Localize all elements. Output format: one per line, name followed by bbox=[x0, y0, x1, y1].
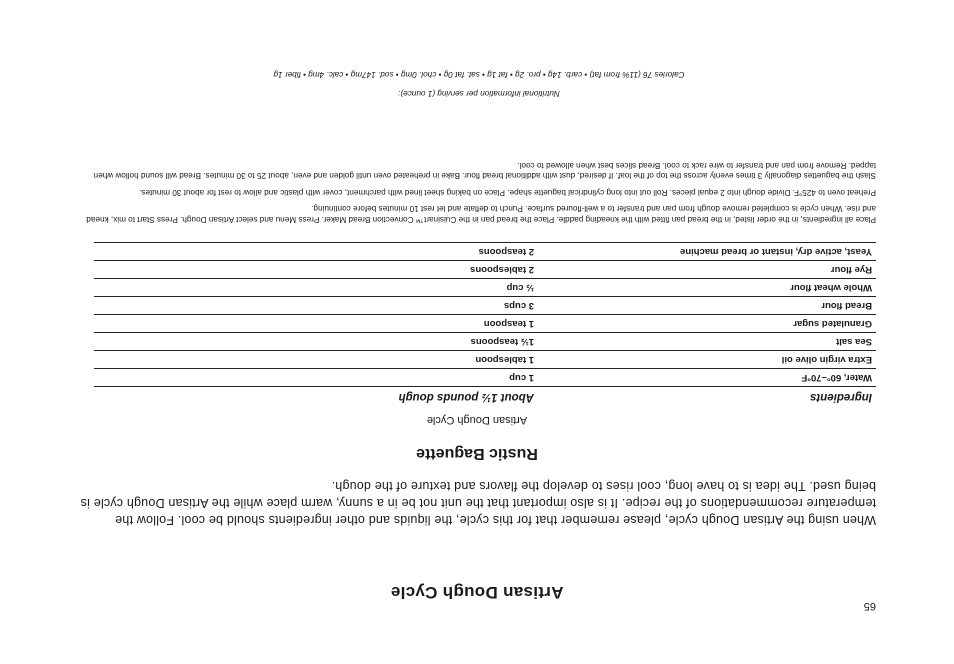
intro-text: When using the Artisan Dough cycle, please remember that for this cycle, the liquids and other ingredients should be cool. Follow the temperature recommendations of the recipe. It is also important that the unit not be in a sunny, warm place while the Artisan Dough cycle is being used. The idea is to have long, cool rises to develop the flavors and texture of the dough. bbox=[80, 479, 876, 527]
table-row bbox=[94, 243, 876, 261]
ingredient-amount: 1 teaspoon bbox=[94, 315, 538, 333]
ingredient-amount: ½ cup bbox=[94, 279, 538, 297]
ingredient-name: Water, 60°–70°F bbox=[538, 369, 876, 387]
ingredient-name: Bread flour bbox=[538, 297, 876, 315]
table-row bbox=[94, 351, 876, 369]
nutrition-values: Calories 76 (11% from fat) • carb. 14g • pro. 2g • fat 1g • sat. fat 0g • chol. 0mg • sod. 147mg • calc. 4mg • fiber 1g bbox=[273, 70, 685, 79]
ingredient-amount: 2 tablespoons bbox=[94, 261, 538, 279]
ingredient-amount: 1 tablespoon bbox=[94, 351, 538, 369]
ingredient-name: Granulated sugar bbox=[538, 315, 876, 333]
table-row bbox=[94, 369, 876, 387]
ingredient-name: Whole wheat flour bbox=[538, 279, 876, 297]
nutrition-heading: Nutritional information per serving (1 ounce): bbox=[398, 89, 560, 98]
ingredient-name: Extra virgin olive oil bbox=[538, 351, 876, 369]
yield-header: About 1½ pounds dough bbox=[398, 391, 534, 403]
ingredient-name: Sea salt bbox=[538, 333, 876, 351]
ingredients-table bbox=[94, 242, 876, 405]
table-row bbox=[94, 261, 876, 279]
ingredient-amount: 1½ teaspoons bbox=[94, 333, 538, 351]
ingredient-name: Rye flour bbox=[538, 261, 876, 279]
table-row bbox=[94, 279, 876, 297]
instruction-step: Place all ingredients, in the order listed, in the bread pan fitted with the kneading paddle. Place the bread pan in the Cuisinart™ Convection Bread Maker. Press Menu and select Artisan Dough. Press Start to mix, knead and rise. When cycle is completed remove dough from pan and transfer to a well-floured surface. Punch to deflate and let rest 10 minutes before continuing. bbox=[86, 204, 876, 224]
table-row bbox=[94, 297, 876, 315]
ingredient-amount: 2 teaspoons bbox=[94, 243, 538, 261]
table-row bbox=[94, 315, 876, 333]
cycle-name: Artisan Dough Cycle bbox=[426, 414, 528, 426]
ingredient-amount: 1 cup bbox=[94, 369, 538, 387]
intro-paragraph bbox=[76, 477, 876, 528]
page-number: 65 bbox=[863, 600, 876, 612]
section-title: Artisan Dough Cycle bbox=[390, 583, 564, 602]
instruction-step: Preheat oven to 425°F. Divide dough into 2 equal pieces. Roll out into long cylindrical baguette shape. Place on baking sheet lined with parchment, cover with plastic and allow to rest for about 30 minutes. bbox=[139, 187, 876, 197]
ingredients-header: Ingredients bbox=[810, 391, 872, 403]
instruction-step: Slash the baguettes diagonally 3 times evenly across the top of the loaf. If desired, dust with additional bread flour. Bake in preheated oven until golden and even, about 25 to 30 minutes. Bread will sound hollow when tapped. Remove from pan and transfer to wire rack to cool. Bread slices best when allowed to cool. bbox=[93, 160, 876, 181]
ingredient-amount: 3 cups bbox=[94, 297, 538, 315]
recipe-title: Rustic Baguette bbox=[416, 445, 538, 462]
instructions bbox=[82, 153, 876, 224]
ingredient-name: Yeast, active dry, instant or bread machine bbox=[538, 243, 876, 261]
table-row bbox=[94, 333, 876, 351]
ingredients-header-row bbox=[94, 387, 876, 406]
